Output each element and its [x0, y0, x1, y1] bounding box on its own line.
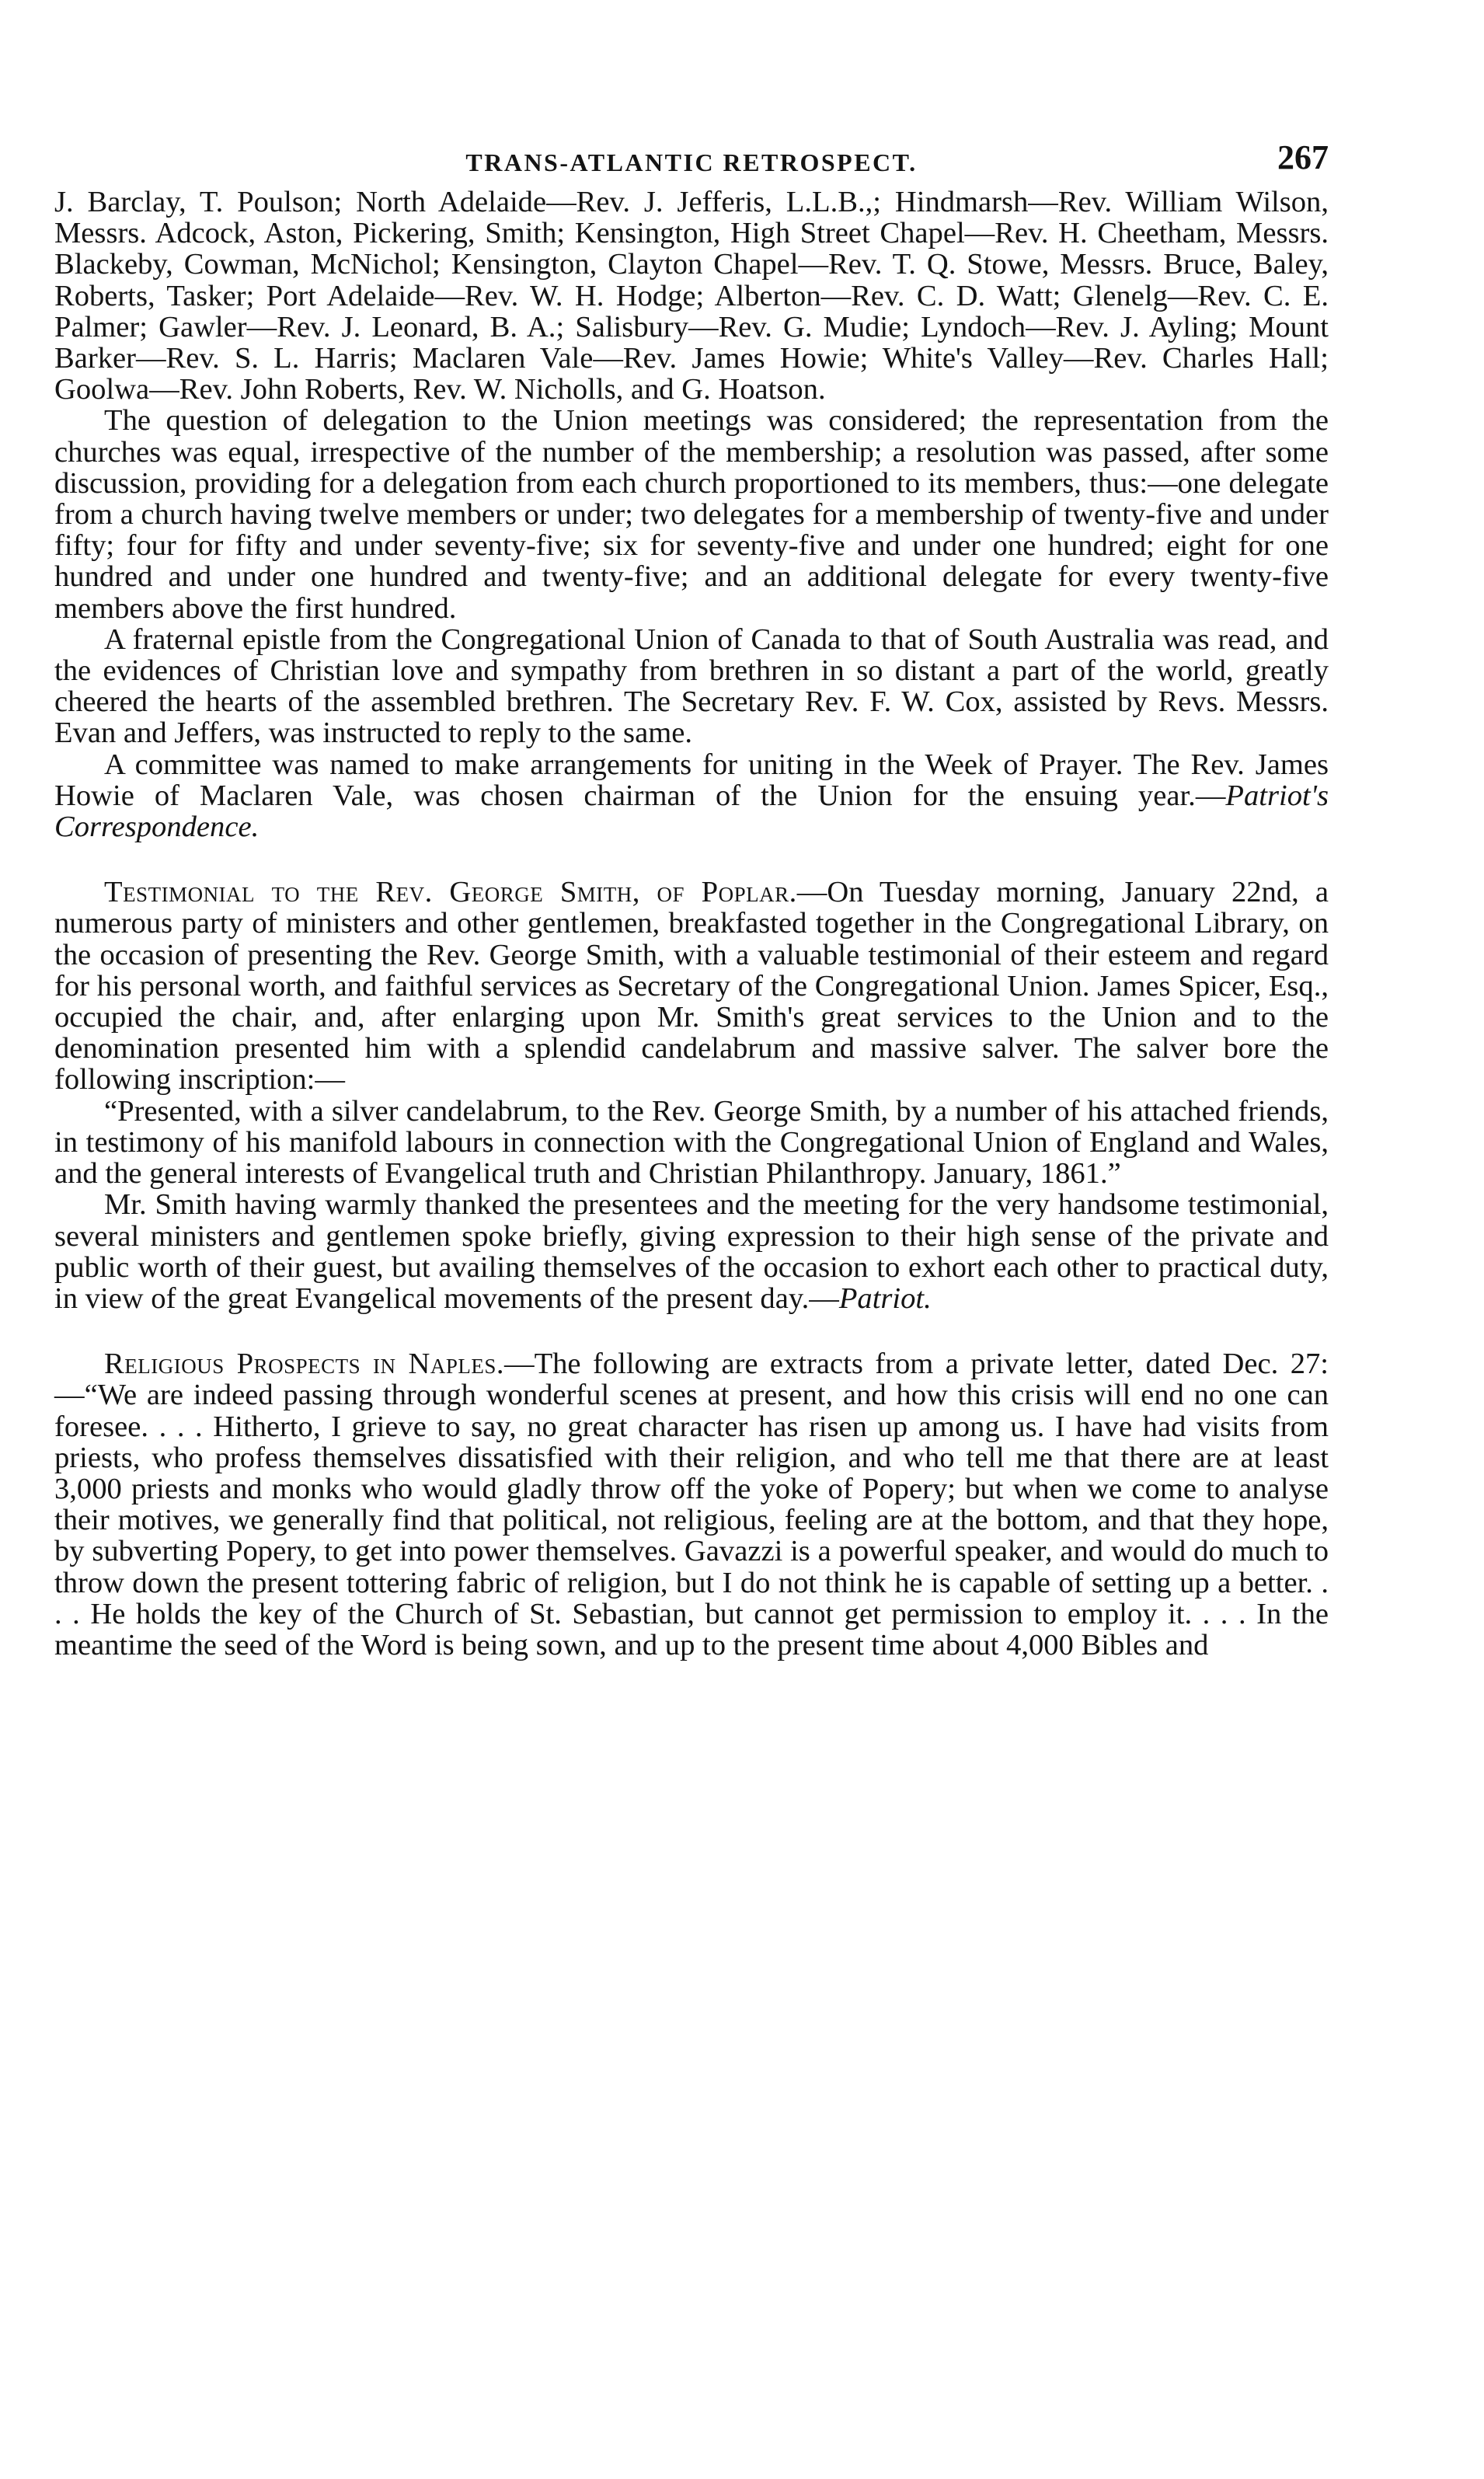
paragraph-text: —The following are extracts from a private letter, dated Dec. 27:—“We are indeed passing through wonderful scenes at present, and how this crisis will end no one can foresee. . . . Hitherto, I grieve to say, no great character has risen up among us. I have had visits from priests, who profess themselves dissatisfied with their religion, and who tell me that there are at least 3,000 priests and monks who would gladly throw off the yoke of Popery; but when we come to analyse their motives, we generally find that political, not religious, feeling are at the bottom, and that they hope, by subverting Popery, to get into power themselves. Gavazzi is a powerful speaker, and would do much to throw down the present tottering fabric of religion, but I do not think he is capable of setting up a better. . . . He holds the key of the Church of St. Sebastian, but cannot get permission to employ it. . . . In the meantime the seed of the Word is being sown, and up to the present time about 4,000 Bibles and [54, 1348, 1329, 1661]
section-heading: Testimonial to the Rev. George Smith, of Poplar. [104, 876, 797, 909]
paragraph-text: A committee was named to make arrangements for uniting in the Week of Prayer. The Rev. James Howie of Maclaren Vale, was chosen chairman of the Union for the ensuing year.— [54, 748, 1329, 812]
paragraph-naples [54, 1348, 1329, 1661]
source-credit: Patriot. [838, 1281, 932, 1315]
source-credit: Patriot's Correspondence. [54, 779, 1329, 844]
paragraph-text: J. Barclay, T. Poulson; North Adelaide—Rev. J. Jefferis, L.L.B.,; Hindmarsh—Rev. William Wilson, Messrs. Adcock, Aston, Pickering, Smith; Kensington, High Street Chapel—Rev. H. Cheetham, Messrs. Blackeby, Cowman, McNichol; Kensington, Clayton Chapel—Rev. T. Q. Stowe, Messrs. Bruce, Baley, Roberts, Tasker; Port Adelaide—Rev. W. H. Hodge; Alberton—Rev. C. D. Watt; Glenelg—Rev. C. E. Palmer; Gawler—Rev. J. Leonard, B. A.; Salisbury—Rev. G. Mudie; Lyndoch—Rev. J. Ayling; Mount Barker—Rev. S. L. Harris; Maclaren Vale—Rev. James Howie; White's Valley—Rev. Charles Hall; Goolwa—Rev. John Roberts, Rev. W. Nicholls, and G. Hoatson. [54, 186, 1329, 406]
running-head [54, 138, 1329, 181]
body-text [54, 187, 1329, 1661]
paragraph-delegation [54, 405, 1329, 623]
paragraph-text: A fraternal epistle from the Congregational Union of Canada to that of South Australia was read, and the evidences of Christian love and sympathy from brethren in so distant a part of the world, greatly cheered the hearts of the assembled brethren. The Secretary Rev. F. W. Cox, assisted by Revs. Messrs. Evan and Jeffers, was instructed to reply to the same. [54, 622, 1329, 750]
paragraph-fraternal-epistle [54, 624, 1329, 749]
paragraph-week-of-prayer [54, 749, 1329, 843]
page-number: 267 [1277, 138, 1329, 176]
document-page [54, 0, 1329, 2479]
running-title: TRANS-ATLANTIC RETROSPECT. [465, 148, 918, 176]
paragraph-text: Mr. Smith having warmly thanked the presentees and the meeting for the very handsome testimonial, several ministers and gentlemen spoke briefly, giving expression to their high sense of the private and public worth of their guest, but availing themselves of the occasion to exhort each other to practical duty, in view of the great Evangelical movements of the present day.— [54, 1188, 1329, 1315]
paragraph-text: —On Tuesday morning, January 22nd, a numerous party of ministers and other gentlemen, breakfasted together in the Congregational Library, on the occasion of presenting the Rev. George Smith, with a valuable testimonial of their esteem and regard for his personal worth, and faithful services as Secretary of the Congregational Union. James Spicer, Esq., occupied the chair, and, after enlarging upon Mr. Smith's great services to the Union and to the denomination presented him with a splendid candelabrum and massive salver. The salver bore the following inscription:— [54, 876, 1329, 1097]
paragraph-text: “Presented, with a silver candelabrum, to the Rev. George Smith, by a number of his attached friends, in testimony of his manifold labours in connection with the Congregational Union of England and Wales, and the general interests of Evangelical truth and Christian Philanthropy. January, 1861.” [54, 1094, 1329, 1191]
section-heading: Religious Prospects in Naples. [104, 1348, 504, 1381]
paragraph-inscription [54, 1096, 1329, 1190]
paragraph-smith-thanks [54, 1189, 1329, 1314]
paragraph-delegates-list [54, 187, 1329, 405]
paragraph-text: The question of delegation to the Union meetings was considered; the representation from the churches was equal, irrespective of the number of the membership; a resolution was passed, after some discussion, providing for a delegation from each church proportioned to its members, thus:—one delegate from a church having twelve members or under; two delegates for a membership of twenty-five and under fifty; four for fifty and under seventy-five; six for seventy-five and under one hundred; eight for one hundred and under one hundred and twenty-five; and an additional delegate for every twenty-five members above the first hundred. [54, 404, 1329, 625]
paragraph-testimonial [54, 877, 1329, 1095]
